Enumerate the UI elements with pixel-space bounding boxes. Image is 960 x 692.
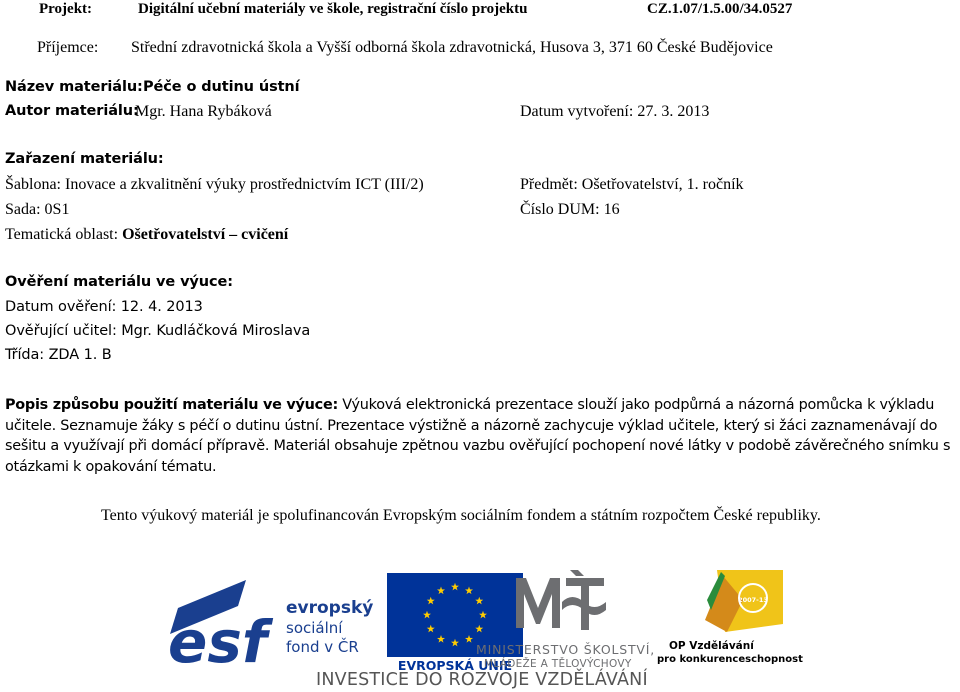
msmt-line1: MINISTERSTVO ŠKOLSTVÍ,: [476, 642, 656, 657]
nazev-value: Péče o dutinu ústní: [143, 79, 300, 95]
footer-note: Tento výukový materiál je spolufinancován Evropským sociálním fondem a státním rozpočtem České republiky.: [101, 507, 821, 524]
tematicka-oblast: [5, 226, 288, 244]
op-logo: [655, 570, 803, 670]
popis-paragraph: [5, 395, 960, 477]
nazev-label: Název materiálu:: [5, 79, 143, 95]
op-stamp-text: 2007-13: [738, 596, 768, 604]
op-line1: OP Vzdělávání: [669, 640, 754, 652]
overeni-ucitel: Ověřující učitel: Mgr. Kudláčková Miroslava: [5, 323, 311, 339]
datum-vytvoreni: Datum vytvoření: 27. 3. 2013: [520, 103, 710, 120]
overeni-datum: Datum ověření: 12. 4. 2013: [5, 299, 203, 315]
prijemce-label: Příjemce:: [37, 39, 99, 56]
eu-label: EVROPSKÁ UNIE: [397, 658, 513, 673]
esf-line3: fond v ČR: [286, 638, 359, 656]
esf-big-text: esf: [168, 608, 268, 666]
msmt-line2: MLÁDEŽE A TĚLOVÝCHOVY: [484, 658, 632, 670]
autor-value: Mgr. Hana Rybáková: [135, 103, 272, 120]
esf-line2: sociální: [286, 619, 343, 637]
overeni-trida: Třída: ZDA 1. B: [5, 347, 112, 363]
esf-line1: evropský: [286, 598, 374, 618]
popis-label: Popis způsobu použití materiálu ve výuce:: [5, 397, 338, 413]
autor-label: Autor materiálu:: [5, 103, 139, 119]
sablona-text: Šablona: Inovace a zkvalitnění výuky prostřednictvím ICT (III/2): [5, 176, 424, 193]
popis-text: Výuková elektronická prezentace slouží jako podpůrná a názorná pomůcka k výkladu učitele. Seznamuje žáky s péčí o dutinu ústní. Prezentace výstižně a názorně zachycuje výklad učitele, který si žáci zaznamenávají do sešitu a využívají při domácí přípravě. Materiál obsahuje zpětnou vazbu ověřující pochopení nové látky v podobě závěrečného snímku s otázkami k opakování tématu.: [5, 397, 951, 475]
msmt-emblem-icon: [466, 568, 638, 640]
projekt-label: Projekt:: [39, 1, 93, 17]
oblast-label: Tematická oblast:: [5, 226, 123, 243]
predmet-text: Předmět: Ošetřovatelství, 1. ročník: [520, 176, 744, 193]
oblast-value: Ošetřovatelství – cvičení: [122, 226, 289, 243]
zarazeni-heading: Zařazení materiálu:: [5, 151, 164, 167]
funding-logos: [0, 560, 960, 692]
op-stamp-icon: [655, 570, 785, 632]
projekt-code: CZ.1.07/1.5.00/34.0527: [647, 1, 793, 17]
op-line2: pro konkurenceschopnost: [657, 654, 803, 665]
header-projekt-row: [0, 0, 960, 24]
prijemce-value: Střední zdravotnická škola a Vyšší odborná škola zdravotnická, Husova 3, 371 60 České Budějovice: [131, 39, 773, 56]
overeni-heading: Ověření materiálu ve výuce:: [5, 274, 233, 290]
projekt-value: Digitální učební materiály ve škole, registrační číslo projektu: [138, 1, 528, 17]
esf-logo: [168, 576, 378, 666]
msmt-logo: [466, 568, 656, 680]
sada-text: Sada: 0S1: [5, 201, 70, 218]
bottom-banner: INVESTICE DO ROZVOJE VZDĚLÁVÁNÍ: [316, 670, 648, 690]
cislo-dum-text: Číslo DUM: 16: [520, 201, 620, 218]
